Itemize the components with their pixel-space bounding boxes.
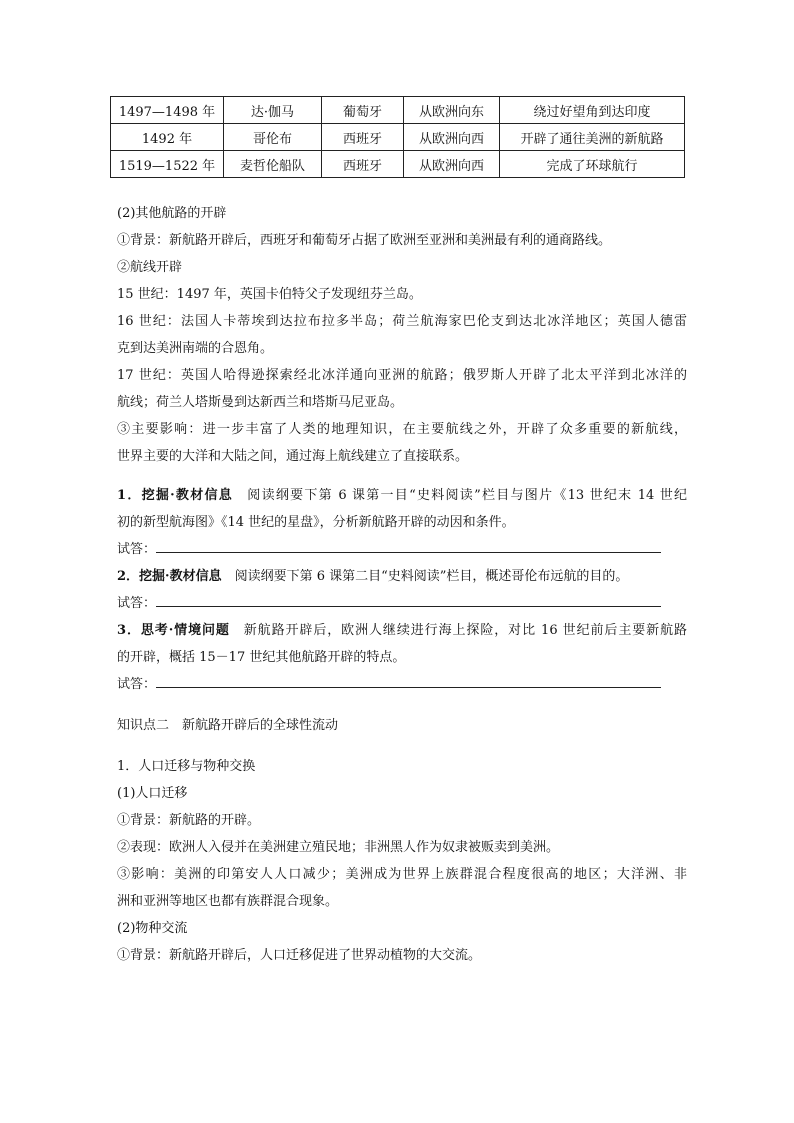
- question-text: 阅读纲要下第 6 课第一目“史料阅读”栏目与图片《13 世纪末 14 世纪: [247, 488, 687, 503]
- answer-line-3: [117, 671, 687, 698]
- question-text: 新航路开辟后，欧洲人继续进行海上探险，对比 16 世纪前后主要新航路: [243, 623, 687, 638]
- table-row: [111, 97, 685, 124]
- voyage-table: [110, 96, 685, 178]
- paragraph: 15 世纪：1497 年，英国卡伯特父子发现纽芬兰岛。: [117, 287, 422, 302]
- section-heading: 1．人口迁移与物种交换: [117, 759, 256, 774]
- table-row: [111, 124, 685, 151]
- section-heading: (2)其他航路的开辟: [117, 206, 227, 221]
- answer-blank-1[interactable]: [156, 538, 661, 553]
- table-cell: 从欧洲向西: [404, 124, 500, 151]
- question-label: 1．挖掘·教材信息: [117, 488, 234, 503]
- knowledge-point-title: 知识点二 新航路开辟后的全球性流动: [117, 718, 339, 733]
- section-subheading: (1)人口迁移: [117, 786, 188, 801]
- paragraph: 16 世纪：法国人卡蒂埃到达拉布拉多半岛；荷兰航海家巴伦支到达北冰洋地区；英国人德雷: [117, 314, 687, 329]
- paragraph: ③主要影响：进一步丰富了人类的地理知识，在主要航线之外，开辟了众多重要的新航线，: [117, 422, 687, 437]
- table-cell: 开辟了通往美洲的新航路: [500, 124, 685, 151]
- answer-blank-2[interactable]: [156, 592, 661, 607]
- table-cell: 西班牙: [322, 124, 404, 151]
- answer-label: 试答：: [117, 677, 157, 692]
- table-cell: 完成了环球航行: [500, 151, 685, 178]
- body-text: [117, 200, 687, 969]
- question-label: 2．挖掘·教材信息: [117, 569, 222, 584]
- table-cell: 麦哲伦船队: [224, 151, 322, 178]
- paragraph: ①背景：新航路开辟后，西班牙和葡萄牙占据了欧洲至亚洲和美洲最有利的通商路线。: [117, 233, 612, 248]
- table-cell: 西班牙: [322, 151, 404, 178]
- paragraph: ②表现：欧洲人入侵并在美洲建立殖民地；非洲黑人作为奴隶被贩卖到美洲。: [117, 840, 560, 855]
- paragraph: ③影响：美洲的印第安人人口减少；美洲成为世界上族群混合程度很高的地区；大洋洲、非: [117, 867, 687, 882]
- answer-label: 试答：: [117, 596, 157, 611]
- table-cell: 葡萄牙: [322, 97, 404, 124]
- paragraph: 17 世纪：英国人哈得逊探索经北冰洋通向亚洲的航路；俄罗斯人开辟了北太平洋到北冰洋的: [117, 368, 687, 383]
- table-cell: 绕过好望角到达印度: [500, 97, 685, 124]
- table-cell: 1497—1498 年: [111, 97, 224, 124]
- section-subheading: ②航线开辟: [117, 260, 183, 275]
- paragraph: 世界主要的大洋和大陆之间，通过海上航线建立了直接联系。: [117, 449, 469, 464]
- table-cell: 从欧洲向西: [404, 151, 500, 178]
- question-3: [117, 617, 687, 644]
- answer-label: 试答：: [117, 542, 157, 557]
- paragraph: 航线；荷兰人塔斯曼到达新西兰和塔斯马尼亚岛。: [117, 395, 404, 410]
- paragraph: ①背景：新航路开辟后，人口迁移促进了世界动植物的大交流。: [117, 948, 482, 963]
- question-text: 阅读纲要下第 6 课第二目“史料阅读”栏目，概述哥伦布远航的目的。: [234, 569, 629, 584]
- answer-blank-3[interactable]: [156, 673, 661, 688]
- question-text: 初的新型航海图》《14 世纪的星盘》，分析新航路开辟的动因和条件。: [117, 515, 515, 530]
- table-row: [111, 151, 685, 178]
- table-cell: 达·伽马: [224, 97, 322, 124]
- question-text: 的开辟，概括 15－17 世纪其他航路开辟的特点。: [117, 650, 406, 665]
- question-1: [117, 482, 687, 509]
- section-subheading: (2)物种交流: [117, 921, 188, 936]
- question-2: [117, 563, 687, 590]
- table-cell: 1519—1522 年: [111, 151, 224, 178]
- answer-line-1: [117, 536, 687, 563]
- table-cell: 1492 年: [111, 124, 224, 151]
- table-cell: 从欧洲向东: [404, 97, 500, 124]
- table-cell: 哥伦布: [224, 124, 322, 151]
- question-label: 3．思考·情境问题: [117, 623, 230, 638]
- paragraph: 洲和亚洲等地区也都有族群混合现象。: [117, 894, 339, 909]
- paragraph: 克到达美洲南端的合恩角。: [117, 341, 274, 356]
- answer-line-2: [117, 590, 687, 617]
- paragraph: ①背景：新航路的开辟。: [117, 813, 261, 828]
